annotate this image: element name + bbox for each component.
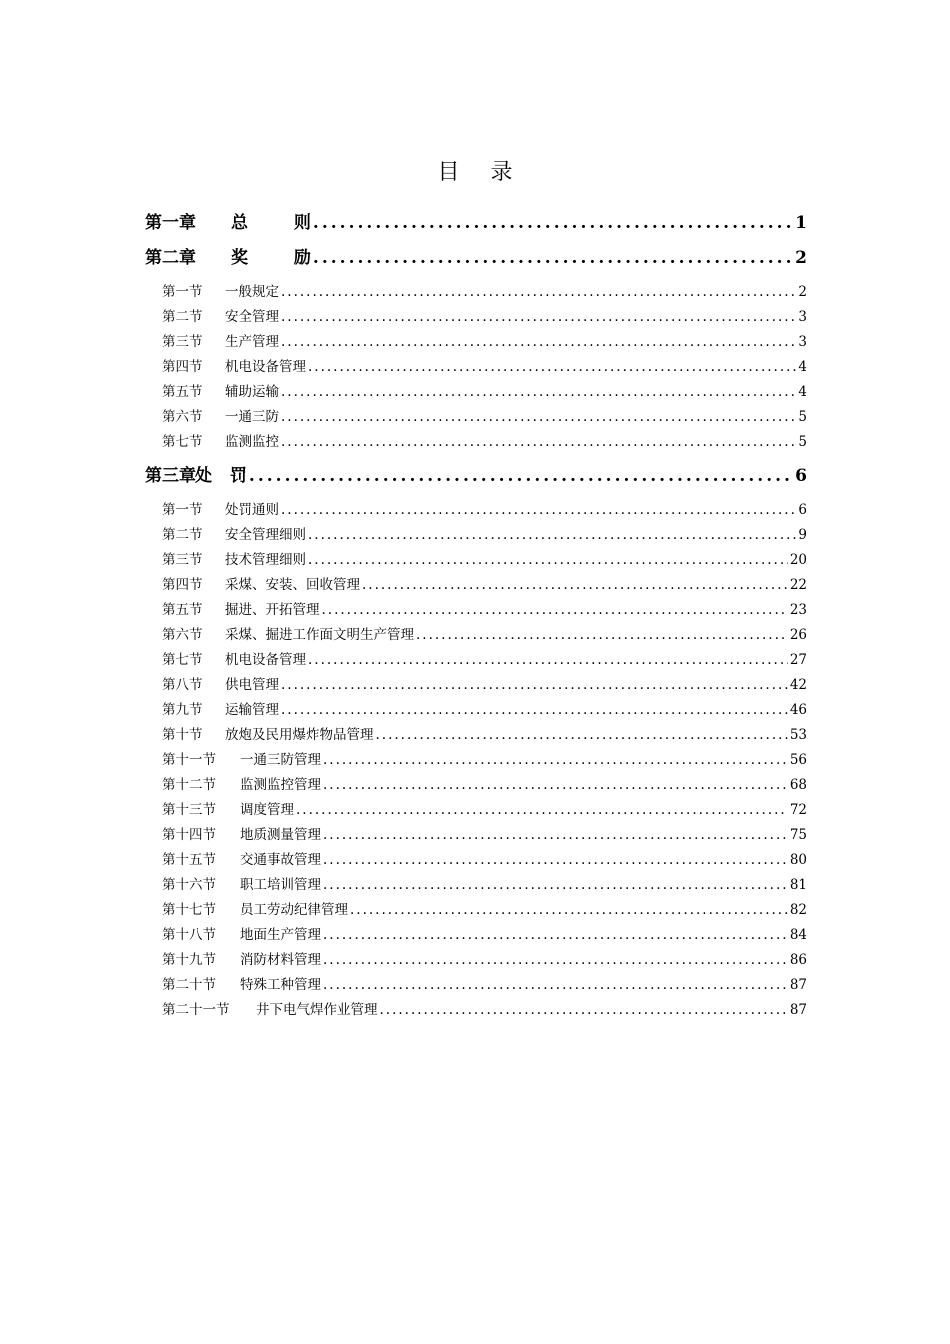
toc-dot-leader (281, 434, 796, 450)
toc-page-number: 87 (789, 977, 807, 993)
toc-entry-name: 监测监控管理 (240, 777, 321, 793)
toc-entry-name: 职工培训管理 (240, 877, 321, 893)
toc-dot-leader (296, 802, 788, 818)
toc-page-number: 3 (798, 334, 807, 350)
toc-entry-label (162, 973, 321, 993)
toc-dot-leader (323, 852, 788, 868)
toc-section-entry[interactable] (162, 998, 807, 1018)
toc-section-entry[interactable] (162, 430, 807, 450)
toc-section-entry[interactable] (162, 648, 807, 668)
toc-entry-number: 第四节 (162, 359, 203, 375)
toc-page-number: 82 (789, 902, 807, 918)
toc-section-entry[interactable] (162, 923, 807, 943)
toc-section-entry[interactable] (162, 355, 807, 375)
toc-page-number: 6 (798, 502, 807, 518)
toc-entry-label (162, 673, 279, 693)
toc-page-number: 27 (789, 652, 807, 668)
toc-dot-leader (323, 952, 788, 968)
toc-section-entry[interactable] (162, 673, 807, 693)
toc-section-entry[interactable] (162, 280, 807, 300)
toc-entry-number: 第六节 (162, 627, 203, 643)
toc-dot-leader (313, 213, 793, 233)
toc-entry-number: 第一节 (162, 284, 203, 300)
toc-page-number: 42 (789, 677, 807, 693)
toc-entry-number: 第十九节 (162, 952, 216, 968)
toc-entry-number: 第十节 (162, 727, 203, 743)
toc-entry-name: 采煤、掘进工作面文明生产管理 (225, 627, 414, 643)
toc-section-entry[interactable] (162, 873, 807, 893)
toc-section-entry[interactable] (162, 523, 807, 543)
toc-entry-number: 第三节 (162, 334, 203, 350)
toc-entry-number: 第十三节 (162, 802, 216, 818)
toc-entry-name: 地面生产管理 (240, 927, 321, 943)
toc-section-entry[interactable] (162, 598, 807, 618)
toc-entry-number: 第十四节 (162, 827, 216, 843)
toc-dot-leader (323, 877, 788, 893)
toc-entry-label (162, 380, 279, 400)
toc-entry-label (162, 498, 279, 518)
toc-entry-name: 辅助运输 (225, 384, 279, 400)
toc-entry-number: 第四节 (162, 577, 203, 593)
toc-entry-label (162, 355, 306, 375)
toc-page-number: 4 (798, 384, 807, 400)
toc-page-number: 46 (789, 702, 807, 718)
toc-page-number: 84 (789, 927, 807, 943)
toc-dot-leader (376, 727, 788, 743)
toc-entry-label (162, 798, 294, 818)
toc-page-number: 75 (789, 827, 807, 843)
toc-entry-number: 第五节 (162, 384, 203, 400)
toc-page-number: 23 (789, 602, 807, 618)
toc-section-entry[interactable] (162, 305, 807, 325)
toc-chapter-entry[interactable] (145, 207, 807, 233)
toc-entry-label (162, 573, 360, 593)
toc-entry-name: 掘进、开拓管理 (225, 602, 320, 618)
toc-chapter-entry[interactable] (145, 242, 807, 268)
toc-dot-leader (323, 927, 788, 943)
toc-section-entry[interactable] (162, 573, 807, 593)
toc-page-number: 6 (795, 466, 807, 486)
toc-dot-leader (281, 677, 788, 693)
toc-dot-leader (281, 502, 796, 518)
toc-dot-leader (313, 248, 793, 268)
toc-entry-name: 机电设备管理 (225, 652, 306, 668)
toc-dot-leader (323, 777, 788, 793)
toc-entry-label (162, 873, 321, 893)
toc-entry-label (162, 598, 320, 618)
toc-section-entry[interactable] (162, 698, 807, 718)
toc-page-number: 2 (795, 248, 807, 268)
toc-dot-leader (308, 527, 796, 543)
toc-entry-number: 第一节 (162, 502, 203, 518)
toc-dot-leader (308, 552, 788, 568)
toc-entry-name: 监测监控 (225, 434, 279, 450)
toc-dot-leader (380, 1002, 788, 1018)
toc-entry-name: 奖 励 (231, 248, 331, 268)
toc-section-entry[interactable] (162, 773, 807, 793)
toc-entry-number: 第二节 (162, 527, 203, 543)
toc-page-number: 3 (798, 309, 807, 325)
toc-entry-number: 第七节 (162, 652, 203, 668)
toc-dot-leader (323, 977, 788, 993)
toc-entry-label (162, 405, 279, 425)
toc-section-entry[interactable] (162, 548, 807, 568)
toc-dot-leader (281, 384, 796, 400)
toc-entry-label (145, 243, 331, 268)
toc-entry-name: 放炮及民用爆炸物品管理 (225, 727, 374, 743)
toc-page-number: 86 (789, 952, 807, 968)
toc-entry-name: 供电管理 (225, 677, 279, 693)
toc-page-number: 87 (789, 1002, 807, 1018)
toc-dot-leader (308, 359, 796, 375)
toc-entry-name: 一通三防管理 (240, 752, 321, 768)
toc-entry-name: 总 则 (231, 213, 331, 233)
toc-entry-name: 调度管理 (240, 802, 294, 818)
toc-entry-label (145, 461, 253, 486)
toc-entry-label (162, 773, 321, 793)
toc-entry-label (162, 948, 321, 968)
toc-entry-number: 第十一节 (162, 752, 216, 768)
toc-dot-leader (281, 334, 796, 350)
toc-page-number: 9 (798, 527, 807, 543)
toc-entry-label (145, 208, 331, 233)
toc-page-number: 56 (789, 752, 807, 768)
toc-entry-name: 处罚通则 (225, 502, 279, 518)
toc-entry-label (162, 280, 279, 300)
toc-entry-number: 第十八节 (162, 927, 216, 943)
toc-section-entry[interactable] (162, 973, 807, 993)
toc-dot-leader (350, 902, 788, 918)
toc-dot-leader (281, 409, 796, 425)
toc-entry-number: 第九节 (162, 702, 203, 718)
toc-dot-leader (281, 309, 796, 325)
toc-entry-name: 机电设备管理 (225, 359, 306, 375)
toc-page-number: 80 (789, 852, 807, 868)
toc-section-entry[interactable] (162, 623, 807, 643)
toc-dot-leader (281, 702, 788, 718)
toc-entry-name: 一般规定 (225, 284, 279, 300)
toc-entry-name: 安全管理细则 (225, 527, 306, 543)
toc-entry-label (162, 430, 279, 450)
toc-page-number: 5 (798, 434, 807, 450)
toc-entry-number: 第八节 (162, 677, 203, 693)
toc-section-entry[interactable] (162, 380, 807, 400)
toc-page-number: 26 (789, 627, 807, 643)
toc-entry-label (162, 330, 279, 350)
toc-section-entry[interactable] (162, 330, 807, 350)
toc-entry-number: 第二十一节 (162, 1002, 230, 1018)
toc-page-number: 1 (795, 213, 807, 233)
toc-entry-name: 处 罚 (195, 466, 253, 486)
toc-entry-label (162, 748, 321, 768)
toc-page-number: 81 (789, 877, 807, 893)
toc-dot-leader (281, 284, 796, 300)
toc-page-number: 4 (798, 359, 807, 375)
toc-entry-number: 第六节 (162, 409, 203, 425)
toc-entry-label (162, 923, 321, 943)
toc-entry-name: 运输管理 (225, 702, 279, 718)
toc-entry-label (162, 648, 306, 668)
toc-entry-label (162, 305, 279, 325)
toc-page-number: 72 (789, 802, 807, 818)
toc-entry-name: 安全管理 (225, 309, 279, 325)
toc-entry-number: 第三章 (145, 466, 196, 486)
toc-section-entry[interactable] (162, 405, 807, 425)
toc-entry-number: 第七节 (162, 434, 203, 450)
toc-section-entry[interactable] (162, 748, 807, 768)
toc-dot-leader (308, 652, 788, 668)
toc-entry-name: 特殊工种管理 (240, 977, 321, 993)
toc-dot-leader (362, 577, 788, 593)
toc-entry-number: 第五节 (162, 602, 203, 618)
toc-entry-number: 第一章 (145, 213, 196, 233)
toc-section-entry[interactable] (162, 848, 807, 868)
toc-entry-number: 第二章 (145, 248, 196, 268)
toc-section-entry[interactable] (162, 723, 807, 743)
toc-entry-number: 第十二节 (162, 777, 216, 793)
toc-entry-number: 第三节 (162, 552, 203, 568)
toc-section-entry[interactable] (162, 898, 807, 918)
page-title: 目 录 (437, 160, 525, 185)
toc-entry-label (162, 698, 279, 718)
toc-entry-label (162, 723, 374, 743)
toc-section-entry[interactable] (162, 498, 807, 518)
toc-entry-label (162, 898, 348, 918)
toc-chapter-entry[interactable] (145, 460, 807, 486)
toc-page-number: 20 (789, 552, 807, 568)
toc-entry-number: 第十六节 (162, 877, 216, 893)
toc-entry-label (162, 523, 306, 543)
toc-entry-label (162, 623, 414, 643)
toc-dot-leader (249, 466, 793, 486)
toc-page-number: 5 (798, 409, 807, 425)
toc-entry-label (162, 823, 321, 843)
toc-dot-leader (416, 627, 788, 643)
toc-entry-name: 交通事故管理 (240, 852, 321, 868)
toc-dot-leader (322, 602, 788, 618)
toc-entry-number: 第二节 (162, 309, 203, 325)
toc-entry-label (162, 548, 306, 568)
toc-entry-name: 一通三防 (225, 409, 279, 425)
toc-entry-label (162, 998, 378, 1018)
toc-dot-leader (323, 752, 788, 768)
toc-page-number: 53 (789, 727, 807, 743)
toc-page-number: 2 (798, 284, 807, 300)
toc-page-number: 22 (789, 577, 807, 593)
toc-entry-name: 消防材料管理 (240, 952, 321, 968)
toc-section-entry[interactable] (162, 948, 807, 968)
toc-dot-leader (323, 827, 788, 843)
toc-entry-name: 地质测量管理 (240, 827, 321, 843)
toc-entry-number: 第十七节 (162, 902, 216, 918)
toc-entry-name: 采煤、安装、回收管理 (225, 577, 360, 593)
toc-entry-name: 生产管理 (225, 334, 279, 350)
toc-page-number: 68 (789, 777, 807, 793)
toc-entry-label (162, 848, 321, 868)
toc-entry-number: 第十五节 (162, 852, 216, 868)
toc-entry-name: 井下电气焊作业管理 (256, 1002, 378, 1018)
toc-entry-number: 第二十节 (162, 977, 216, 993)
toc-section-entry[interactable] (162, 798, 807, 818)
toc-entry-name: 技术管理细则 (225, 552, 306, 568)
toc-entry-name: 员工劳动纪律管理 (240, 902, 348, 918)
toc-section-entry[interactable] (162, 823, 807, 843)
